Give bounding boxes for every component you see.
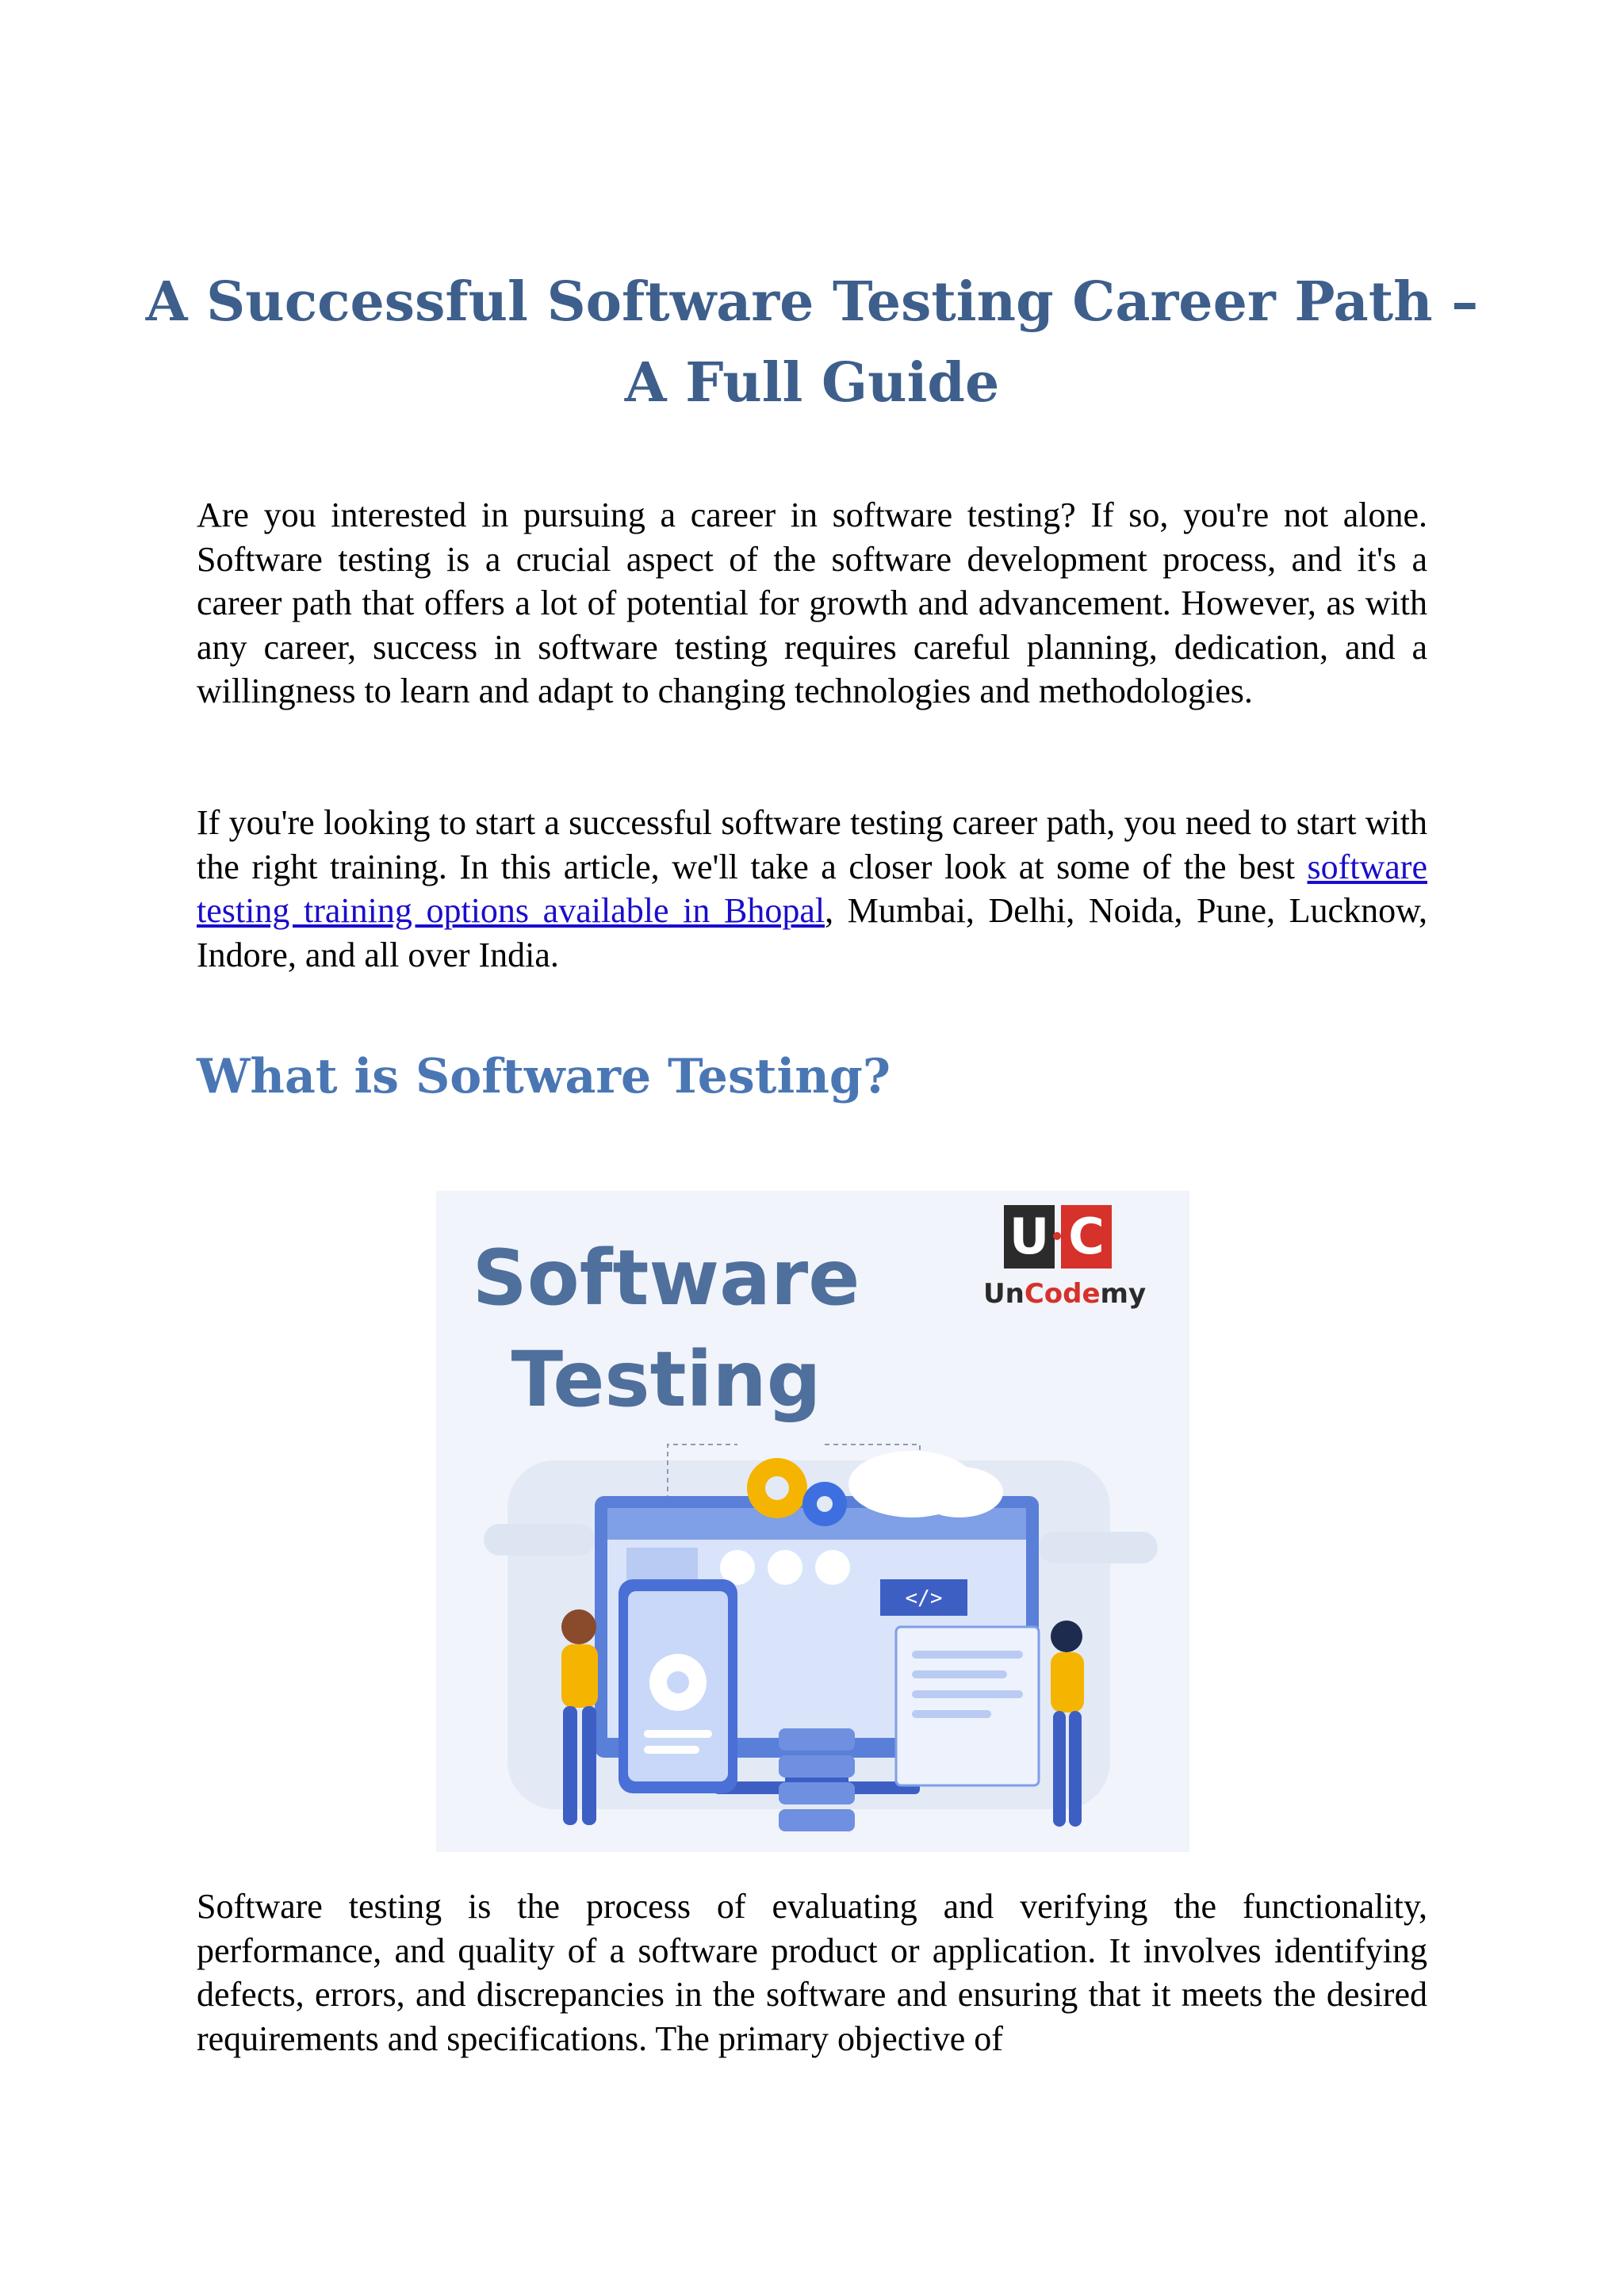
- intro-paragraph-2-text: If you're looking to start a successful software testing career path, you need to start with the right training. In this article, we'll take a closer look at some of the best: [197, 803, 1427, 886]
- logo-wordmark: [983, 1278, 1174, 1310]
- section-paragraph: Software testing is the process of evaluating and verifying the functionality, performance, and quality of a software product or application. It involves identifying defects, errors, and discrepancies in the software and ensuring that it meets the desired requirements and specifications. The primary objective of: [197, 1887, 1427, 2058]
- background-pill-left: [484, 1524, 595, 1556]
- testing-scene-graphic: [436, 1429, 1189, 1852]
- phone-line-2: [644, 1746, 699, 1754]
- server-unit-2: [779, 1755, 855, 1777]
- screen-circle-2: [768, 1550, 802, 1585]
- training-options-link[interactable]: software testing training options available in Bhopal: [197, 847, 1427, 930]
- logo-dot: [1053, 1232, 1061, 1240]
- code-tag-text: </>: [905, 1586, 943, 1610]
- logo-wordmark-part-1: Un: [983, 1278, 1025, 1310]
- phone-line-1: [644, 1730, 712, 1738]
- background-pill-right: [1039, 1532, 1158, 1563]
- section-heading: What is Software Testing?: [197, 1049, 891, 1104]
- logo-letter-c: C: [1061, 1205, 1112, 1269]
- server-unit-3: [779, 1782, 855, 1804]
- gear-blue-hub: [817, 1496, 833, 1512]
- man-shirt: [561, 1644, 598, 1708]
- server-unit-1: [779, 1728, 855, 1751]
- document-line-1: [912, 1651, 1023, 1659]
- phone-gear-hub: [667, 1671, 689, 1693]
- software-testing-illustration: [436, 1191, 1189, 1852]
- logo-letter-u: U: [1004, 1205, 1055, 1269]
- woman-leg-left: [1053, 1711, 1066, 1827]
- intro-paragraph-2-cities: , Mumbai, Delhi, Noida, Pune, Lucknow, Indore, and all over India.: [197, 891, 1427, 974]
- man-leg-left: [563, 1706, 577, 1825]
- screen-circle-3: [815, 1550, 850, 1585]
- page-title: A Successful Software Testing Career Path – A Full Guide: [145, 270, 1479, 415]
- gear-yellow-hub: [765, 1476, 789, 1500]
- woman-head: [1051, 1621, 1082, 1652]
- cloud-icon-part: [916, 1467, 1003, 1517]
- logo-wordmark-part-3: my: [1100, 1278, 1147, 1310]
- server-unit-4: [779, 1809, 855, 1831]
- document-line-3: [912, 1690, 1023, 1698]
- woman-shirt: [1051, 1652, 1084, 1712]
- document-line-2: [912, 1670, 1007, 1678]
- intro-paragraph-2: [197, 801, 1427, 977]
- woman-leg-right: [1069, 1711, 1082, 1827]
- man-leg-right: [582, 1706, 596, 1825]
- man-head: [561, 1609, 596, 1644]
- logo-wordmark-part-2: Code: [1024, 1278, 1101, 1310]
- uncodemy-logo: [983, 1205, 1174, 1332]
- intro-paragraph-1: Are you interested in pursuing a career in software testing? If so, you're not alone. Software testing is a crucial aspect of the software development process, and it's a career path that offers a lot of potential for growth and advancement. However, as with any career, success in software testing requires careful planning, dedication, and a willingness to learn and adapt to changing technologies and methodologies.: [197, 496, 1427, 710]
- document-line-4: [912, 1710, 991, 1718]
- figure-title-line-1: Software: [472, 1234, 860, 1322]
- figure-title-line-2: Testing: [511, 1335, 822, 1424]
